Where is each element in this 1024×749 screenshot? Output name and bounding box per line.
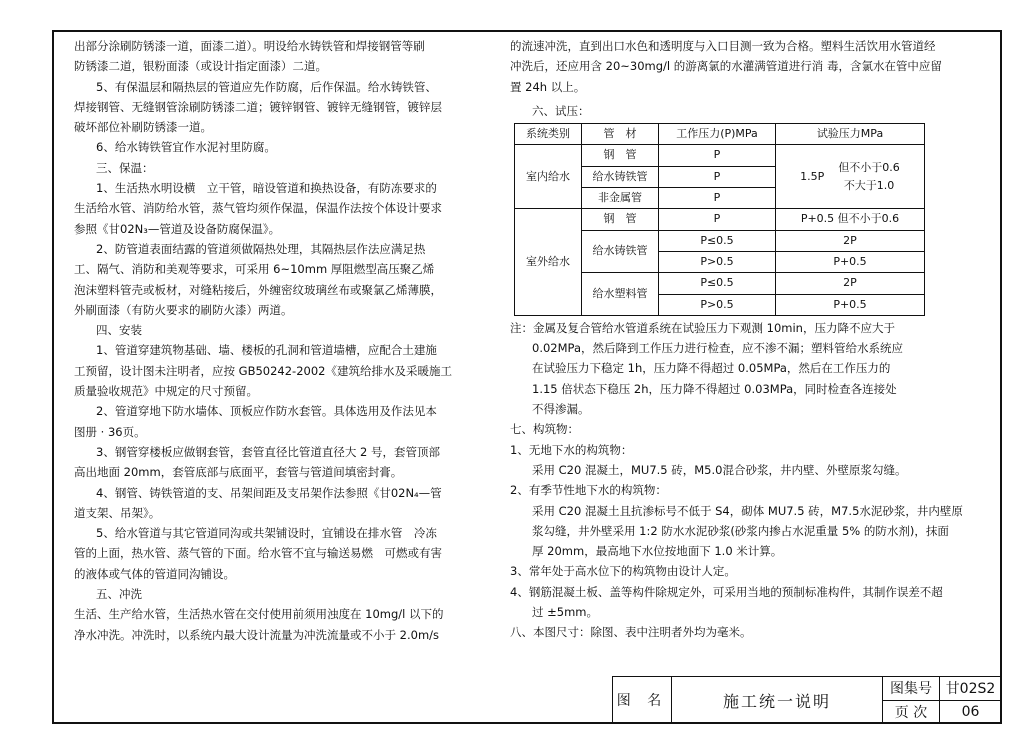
text-line: 质量验收规范》中规定的尺寸预留。	[74, 384, 258, 399]
text-line: 采用 C20 混凝土且抗渗标号不低于 S4，砌体 MU7.5 砖，M7.5水泥砂浆，井内壁原	[532, 503, 963, 518]
text-line: 2、有季节性地下水的构筑物：	[510, 483, 667, 498]
text-line: 生活给水管、消防给水管，蒸气管均须作保温，保温作法按个体设计要求	[74, 201, 442, 216]
atlas-number-label: 图集号	[883, 677, 940, 701]
test-pressure-cell: P+0.5	[776, 294, 925, 315]
work-pressure-cell: P≤0.5	[659, 273, 776, 294]
text-line: 采用 C20 混凝土，MU7.5 砖，M5.0混合砂浆，井内壁、外壁原浆勾缝。	[532, 462, 907, 477]
test-pressure-max: 不大于1.0	[843, 178, 895, 192]
drawing-name-label: 图 名	[613, 677, 672, 724]
text-line: 出部分涂刷防锈漆一道，面漆二道）。明设给水铸铁管和焊接钢管等刷	[74, 39, 425, 53]
test-pressure-cell: P+0.5	[776, 251, 925, 272]
note-line: 1.15 倍状态下稳压 2h，压力降不得超过 0.03MPa，同时检查各连接处	[532, 381, 897, 396]
text-line: 净水冲洗。冲洗时，以系统内最大设计流量为冲洗流量或不小于 2.0m/s	[74, 627, 440, 642]
text-line: 1、无地下水的构筑物：	[510, 442, 633, 457]
text-line: 4、钢管、铸铁管道的支、吊架间距及支吊架作法参照《甘02N₄—管	[96, 485, 442, 500]
material-cell: 钢 管	[582, 209, 659, 230]
work-pressure-cell: P>0.5	[659, 251, 776, 272]
text-line: 5、有保温层和隔热层的管道应先作防腐，后作保温。给水铸铁管、	[96, 79, 437, 94]
material-cell: 给水塑料管	[582, 273, 659, 316]
test-pressure-cell: 2P	[776, 230, 925, 251]
text-line: 3、钢管穿楼板应做钢套管，套管直径比管道直径大 2 号，套管顶部	[96, 444, 440, 459]
text-line: 浆勾缝，井外壁采用 1:2 防水水泥砂浆(砂浆内掺占水泥重量 5% 的防水剂)，抹面	[532, 523, 949, 538]
work-pressure-cell: P>0.5	[659, 294, 776, 315]
text-line: 的液体或气体的管道同沟铺设。	[74, 566, 235, 581]
text-line: 破坏部位补刷防锈漆一道。	[74, 120, 212, 135]
atlas-number: 甘02S2	[940, 677, 1002, 701]
text-line: 冲洗后，还应用含 20~30mg/l 的游离氯的水灌满管道进行消 毒，含氯水在管中应留	[510, 59, 942, 74]
text-line: 外刷面漆（有防火要求的刷防火漆）两道。	[74, 302, 293, 317]
test-pressure-factor: 1.5P	[800, 169, 825, 183]
text-line: 1、生活热水明设横 立干管，暗设管道和换热设备，有防冻要求的	[96, 181, 437, 196]
text-line: 5、给水管道与其它管道同沟或共架铺设时，宜铺设在排水管 冷冻	[96, 526, 437, 541]
text-line: 七、构筑物：	[510, 422, 579, 437]
text-line: 泡沫塑料管壳或板材，对缝粘接后，外缠密纹玻璃丝布或聚氯乙烯薄膜，	[74, 282, 442, 297]
page-number: 06	[940, 700, 1002, 724]
category-cell: 室内给水	[515, 145, 582, 209]
text-line: 道支架、吊架》。	[74, 505, 161, 520]
left-column	[74, 36, 474, 645]
text-line: 焊接钢管、无缝钢管涂刷防锈漆二道；镀锌钢管、镀锌无缝钢管，镀锌层	[74, 99, 442, 114]
text-line: 工预留，设计图未注明者，应按 GB50242-2002《建筑给排水及采暖施工	[74, 363, 452, 378]
text-line: 高出地面 20mm，套管底部与底面平，套管与管道间填密封膏。	[74, 465, 403, 480]
text-line: 3、常年处于高水位下的构筑物由设计人定。	[510, 564, 736, 579]
test-pressure-cell: 2P	[776, 273, 925, 294]
work-pressure-cell: P	[659, 145, 776, 166]
material-cell: 给水铸铁管	[582, 230, 659, 273]
text-line: 图册 · 36页。	[74, 424, 146, 439]
material-cell: 钢 管	[582, 145, 659, 166]
text-line: 1、管道穿建筑物基础、墙、楼板的孔洞和管道墙槽，应配合土建施	[96, 343, 437, 358]
text-line: 厚 20mm，最高地下水位按地面下 1.0 米计算。	[532, 544, 783, 559]
text-line: 6、给水铸铁管宜作水泥衬里防腐。	[96, 140, 276, 155]
text-line: 参照《甘02N₃—管道及设备防腐保温》。	[74, 221, 281, 236]
page-number-label: 页 次	[883, 700, 940, 724]
pressure-test-table	[514, 123, 925, 316]
note-line: 注：金属及复合管给水管道系统在试验压力下观测 10min，压力降不应大于	[510, 320, 895, 335]
text-line: 工、隔气、消防和美观等要求，可采用 6~10mm 厚阻燃型高压聚乙烯	[74, 262, 435, 277]
text-line: 四、安装	[96, 323, 142, 338]
test-heading: 六、试压：	[532, 103, 590, 118]
text-line: 2、防管道表面结露的管道须做隔热处理，其隔热层作法应满足热	[96, 241, 426, 256]
text-line: 生活、生产给水管，生活热水管在交付使用前须用浊度在 10mg/l 以下的	[74, 607, 444, 622]
note-line: 在试验压力下稳定 1h，压力降不得超过 0.05MPa，然后在工作压力的	[532, 361, 891, 376]
test-pressure-cell	[776, 145, 925, 209]
text-line: 防锈漆二道，银粉面漆（或设计指定面漆）二道。	[74, 59, 327, 74]
work-pressure-cell: P≤0.5	[659, 230, 776, 251]
text-line: 4、钢筋混凝土板、盖等构件除规定外，可采用当地的预制标准构件，其制作误差不超	[510, 584, 943, 599]
test-pressure-cell: P+0.5 但不小于0.6	[776, 209, 925, 230]
test-pressure-min: 但不小于0.6	[838, 160, 900, 174]
note-line: 0.02MPa，然后降到工作压力进行检查，应不渗不漏；塑料管给水系统应	[532, 341, 903, 356]
text-line: 过 ±5mm。	[532, 605, 599, 620]
material-cell: 非金属管	[582, 188, 659, 209]
table-header: 系统类别	[515, 124, 582, 145]
text-line: 置 24h 以上。	[510, 79, 586, 94]
drawing-name: 施工统一说明	[672, 677, 883, 724]
table-header: 工作压力(P)MPa	[659, 124, 776, 145]
work-pressure-cell: P	[659, 166, 776, 187]
material-cell: 给水铸铁管	[582, 166, 659, 187]
right-column	[510, 36, 990, 643]
text-line: 管的上面，热水管、蒸气管的下面。给水管不宜与输送易燃 可燃或有害	[74, 546, 442, 561]
table-header: 试验压力MPa	[776, 124, 925, 145]
title-block	[612, 676, 1002, 724]
text-line: 2、管道穿地下防水墙体、顶板应作防水套管。具体选用及作法见本	[96, 404, 437, 419]
work-pressure-cell: P	[659, 188, 776, 209]
category-cell: 室外给水	[515, 209, 582, 315]
table-header: 管 材	[582, 124, 659, 145]
text-line: 八、本图尺寸：除图、表中注明者外均为毫米。	[510, 625, 752, 640]
text-line: 五、冲洗	[96, 587, 142, 602]
text-line: 的流速冲洗，直到出口水色和透明度与入口目测一致为合格。塑料生活饮用水管道经	[510, 39, 936, 53]
note-line: 不得渗漏。	[532, 402, 590, 417]
text-line: 三、保温：	[96, 160, 154, 175]
work-pressure-cell: P	[659, 209, 776, 230]
